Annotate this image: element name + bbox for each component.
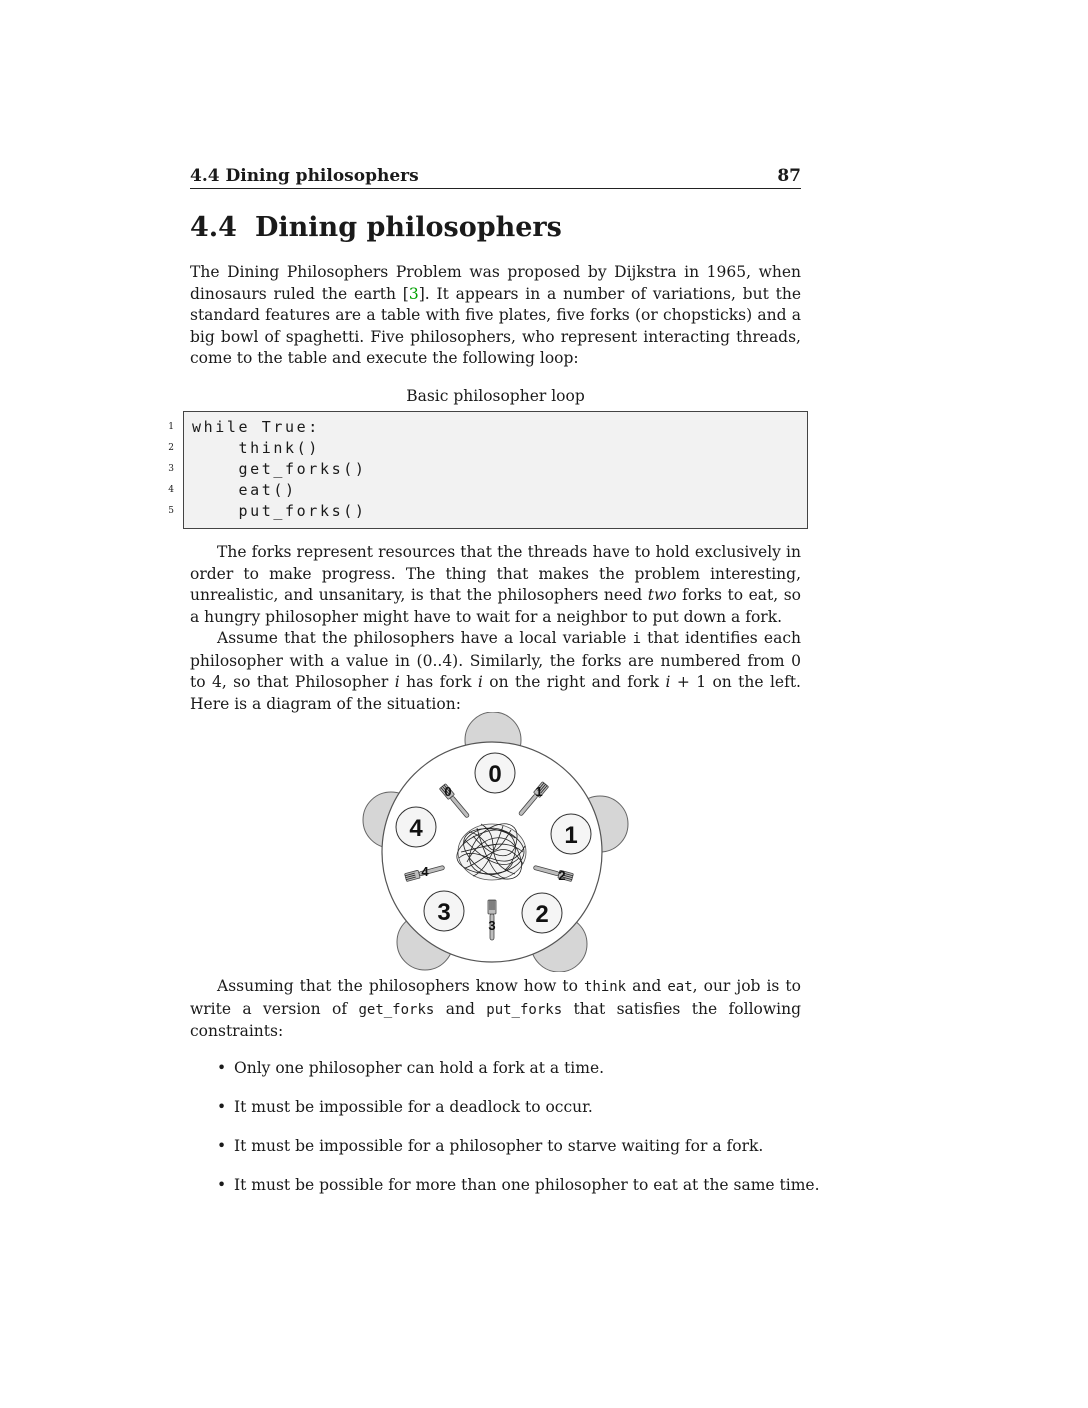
list-item: [217, 1097, 817, 1136]
line-number: 3: [168, 464, 174, 474]
philosopher-label: 1: [564, 822, 578, 849]
inline-code: i: [632, 631, 641, 647]
assume-text: + 1 on the left. Here is a diagram of the situation:: [190, 673, 801, 713]
diagram-svg: [355, 712, 635, 972]
section-number: 4.4: [190, 212, 237, 243]
math-var: i: [394, 673, 400, 691]
code-line: eat(): [192, 481, 297, 499]
code-line: think(): [192, 439, 320, 457]
fork-label: 1: [535, 784, 543, 799]
dining-philosophers-diagram: [355, 712, 635, 972]
fork-label: 4: [421, 864, 429, 879]
section-heading: [190, 212, 562, 243]
code-caption: Basic philosopher loop: [406, 387, 585, 405]
fork-label: 2: [558, 868, 566, 883]
bullet-icon: •: [217, 1059, 227, 1077]
list-item-text: It must be impossible for a deadlock to occur.: [234, 1098, 593, 1116]
job-text: , our job is to write a version of: [190, 977, 801, 1018]
emphasis: two: [647, 586, 677, 604]
line-number: 5: [168, 506, 174, 516]
citation-link[interactable]: 3: [408, 284, 419, 303]
fork-label: 0: [444, 784, 452, 799]
line-number: 1: [168, 422, 174, 432]
math-var: i: [477, 673, 483, 691]
intro-text-1: The Dining Philosophers Problem was proposed by Dijkstra in 1965, when dinosaurs ruled the earth [: [190, 263, 801, 303]
line-number: 2: [168, 443, 174, 453]
bullet-icon: •: [217, 1176, 227, 1194]
running-head-title: 4.4 Dining philosophers: [190, 166, 419, 186]
section-title: Dining philosophers: [255, 212, 562, 243]
forks-text-1: The forks represent resources that the threads have to hold exclusively in order to make progress. The thing that makes the problem interesting, unrealistic, and unsanitary, is that the philosophers need: [190, 543, 801, 604]
job-text: Assuming that the philosophers know how to: [217, 977, 584, 995]
inline-code: eat: [667, 979, 693, 995]
list-item-text: Only one philosopher can hold a fork at a time.: [234, 1059, 605, 1077]
assume-text: on the right and fork: [482, 673, 666, 691]
list-item: [217, 1136, 817, 1175]
philosopher-label: 3: [437, 899, 451, 926]
running-head: [190, 166, 801, 189]
forks-paragraph: [190, 542, 801, 628]
bullet-icon: •: [217, 1137, 227, 1155]
list-item: [217, 1058, 817, 1097]
philosopher-label: 4: [409, 815, 423, 842]
assume-text: that identifies each philosopher with a value in (0..4). Similarly, the forks are numbered from 0 to 4, so that Philosopher: [190, 629, 801, 691]
list-item: [217, 1175, 820, 1214]
page-number: 87: [777, 166, 801, 186]
code-line: put_forks(): [192, 502, 367, 520]
inline-code: think: [583, 979, 627, 995]
job-text: and: [434, 999, 487, 1018]
job-text: and: [626, 977, 668, 995]
list-item-text: It must be impossible for a philosopher to starve waiting for a fork.: [234, 1137, 764, 1155]
intro-paragraph: [190, 262, 801, 370]
assume-text: Assume that the philosophers have a local variable: [217, 629, 633, 647]
intro-text-2: ]. It appears in a number of variations, but the standard features are a table with five plates, five forks (or chopsticks) and a big bowl of spaghetti. Five philosophers, who represent interacting threads, come to the table and execute the following loop:: [190, 284, 801, 367]
assume-text: has fork: [399, 673, 478, 691]
inline-code: get_forks: [358, 1001, 435, 1018]
job-text: that satisfies the following constraints:: [190, 999, 801, 1040]
constraints-list: [217, 1058, 820, 1214]
assume-paragraph: [190, 628, 801, 715]
job-paragraph: [190, 976, 801, 1043]
inline-code: put_forks: [486, 1001, 563, 1018]
fork-label: 3: [488, 918, 496, 933]
forks-text-2: forks to eat, so a hungry philosopher might have to wait for a neighbor to put down a fork.: [190, 586, 801, 626]
code-line: while True:: [192, 418, 320, 436]
list-item-text: It must be possible for more than one philosopher to eat at the same time.: [234, 1176, 820, 1194]
bullet-icon: •: [217, 1098, 227, 1116]
philosopher-label: 2: [535, 901, 549, 928]
code-listing: [183, 411, 808, 529]
math-var: i: [665, 673, 671, 691]
code-line: get_forks(): [192, 460, 367, 478]
philosopher-label: 0: [488, 761, 502, 788]
line-number: 4: [168, 485, 174, 495]
